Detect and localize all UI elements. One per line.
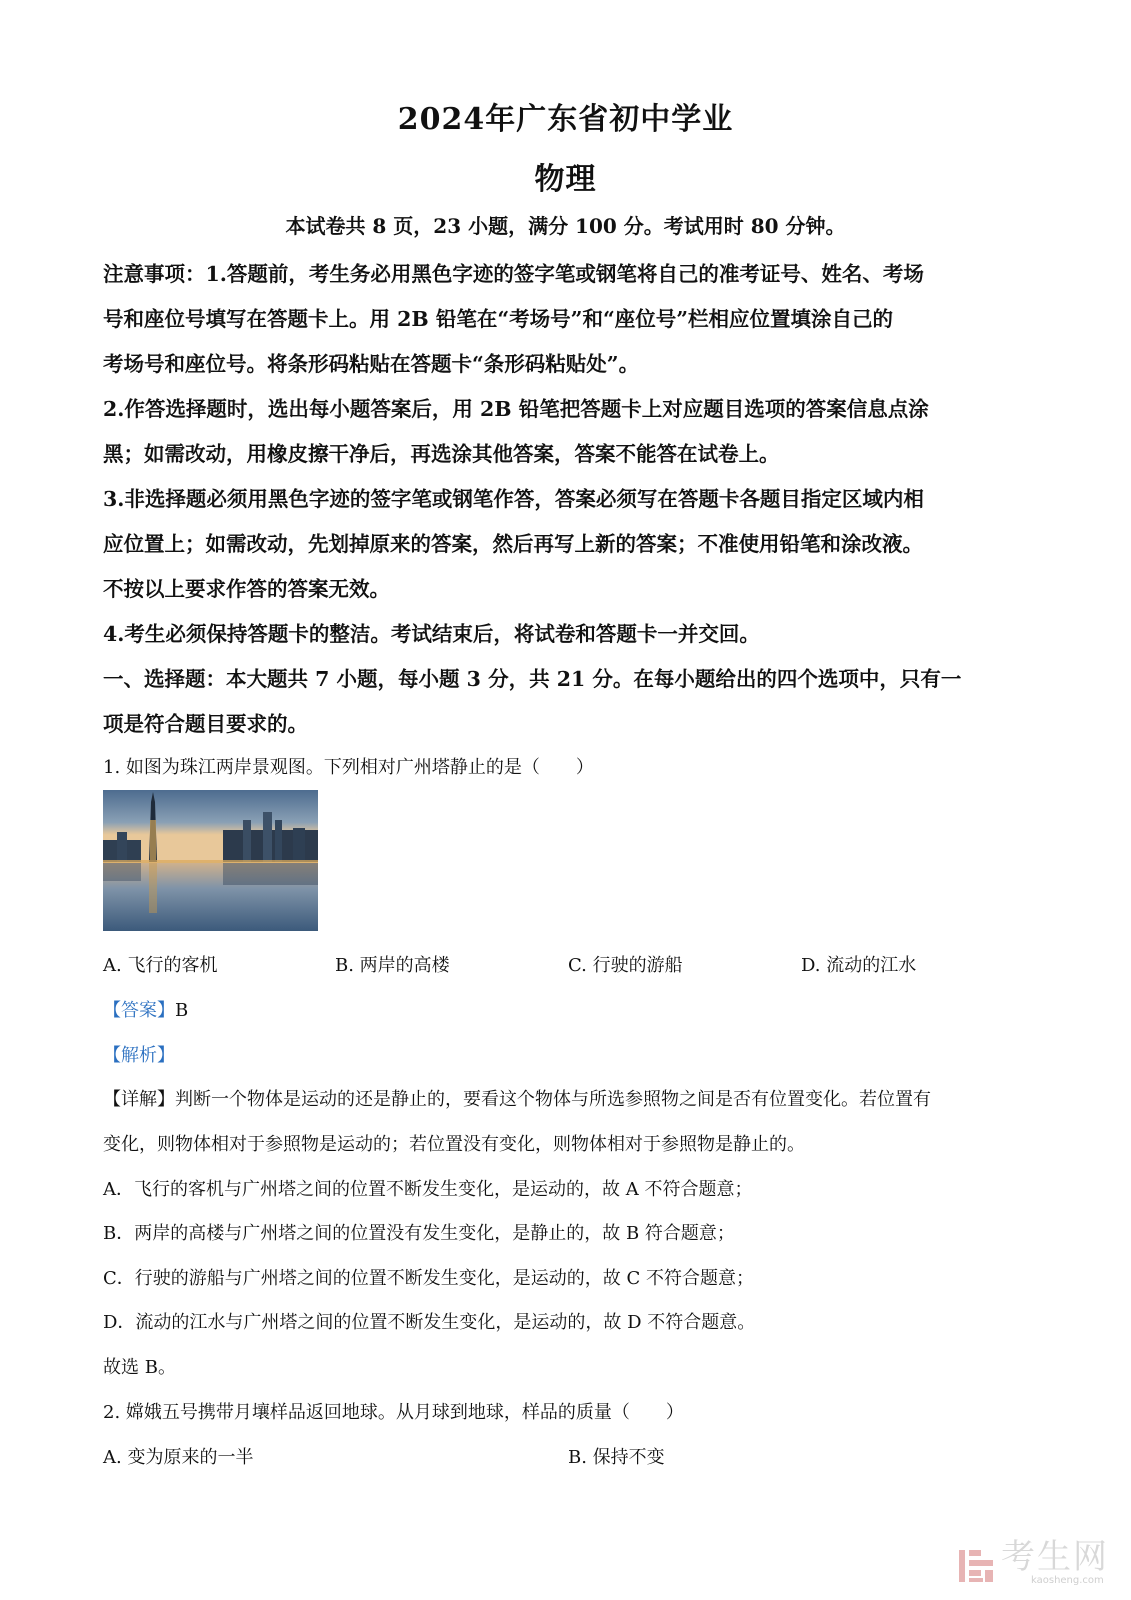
- section-heading: 项是符合题目要求的。: [103, 712, 308, 736]
- section-heading: 一、选择题：本大题共 7 小题，每小题 3 分，共 21 分。在每小题给出的四个选项中，只有一: [103, 667, 962, 691]
- page-title: 2024年广东省初中学业: [397, 102, 734, 137]
- watermark-text: 考生网: [1001, 1537, 1109, 1577]
- answer-line: [103, 996, 188, 1022]
- question-1-stem: 1. 如图为珠江两岸景观图。下列相对广州塔静止的是（ ）: [103, 757, 594, 778]
- q2-option-b: B. 保持不变: [568, 1447, 665, 1468]
- answer-value: B: [175, 1000, 189, 1021]
- notice-line: 黑；如需改动，用橡皮擦干净后，再选涂其他答案，答案不能答在试卷上。: [103, 442, 780, 466]
- kaosheng-logo-icon: [957, 1546, 997, 1586]
- explanation-line: D．流动的江水与广州塔之间的位置不断发生变化，是运动的，故 D 不符合题意。: [103, 1312, 756, 1333]
- notice-line: 考场号和座位号。将条形码粘贴在答题卡“条形码粘贴处”。: [103, 352, 640, 376]
- q1-option-b: B. 两岸的高楼: [335, 955, 450, 976]
- notice-line: 号和座位号填写在答题卡上。用 2B 铅笔在“考场号”和“座位号”栏相应位置填涂自己的: [103, 307, 894, 331]
- q1-option-d: D. 流动的江水: [801, 955, 917, 976]
- explanation-line: 变化，则物体相对于参照物是运动的；若位置没有变化，则物体相对于参照物是静止的。: [103, 1134, 805, 1155]
- notice-line: 应位置上；如需改动，先划掉原来的答案，然后再写上新的答案；不准使用铅笔和涂改液。: [103, 532, 923, 556]
- notice-line: 注意事项：1.答题前，考生务必用黑色字迹的签字笔或钢笔将自己的准考证号、姓名、考场: [103, 262, 924, 286]
- subject-title: 物理: [534, 162, 597, 197]
- notice-line: 不按以上要求作答的答案无效。: [103, 577, 390, 601]
- explanation-line: 【详解】判断一个物体是运动的还是静止的，要看这个物体与所选参照物之间是否有位置变化。若位置有: [103, 1089, 931, 1110]
- notice-line: 4.考生必须保持答题卡的整洁。考试结束后，将试卷和答题卡一并交回。: [103, 622, 760, 646]
- notice-line: 3.非选择题必须用黑色字迹的签字笔或钢笔作答，答案必须写在答题卡各题目指定区域内相: [103, 487, 924, 511]
- explanation-line: 故选 B。: [103, 1357, 176, 1378]
- watermark: [957, 1539, 1109, 1586]
- q1-option-c: C. 行驶的游船: [568, 955, 683, 976]
- watermark-url: kaosheng.com: [1031, 1575, 1104, 1586]
- answer-tag: 【答案】: [103, 1000, 175, 1021]
- explanation-line: B．两岸的高楼与广州塔之间的位置没有发生变化，是静止的，故 B 符合题意；: [103, 1223, 735, 1244]
- explanation-line: A．飞行的客机与广州塔之间的位置不断发生变化，是运动的，故 A 不符合题意；: [103, 1179, 753, 1200]
- q2-option-a: A. 变为原来的一半: [103, 1447, 254, 1468]
- explanation-line: C．行驶的游船与广州塔之间的位置不断发生变化，是运动的，故 C 不符合题意；: [103, 1268, 754, 1289]
- question-2-stem: 2. 嫦娥五号携带月壤样品返回地球。从月球到地球，样品的质量（ ）: [103, 1402, 684, 1423]
- exam-info: 本试卷共 8 页，23 小题，满分 100 分。考试用时 80 分钟。: [285, 214, 846, 238]
- analysis-tag: 【解析】: [103, 1045, 175, 1066]
- notice-line: 2.作答选择题时，选出每小题答案后，用 2B 铅笔把答题卡上对应题目选项的答案信息点涂: [103, 397, 929, 421]
- q1-option-a: A. 飞行的客机: [103, 955, 218, 976]
- pearl-river-photo: [103, 790, 318, 931]
